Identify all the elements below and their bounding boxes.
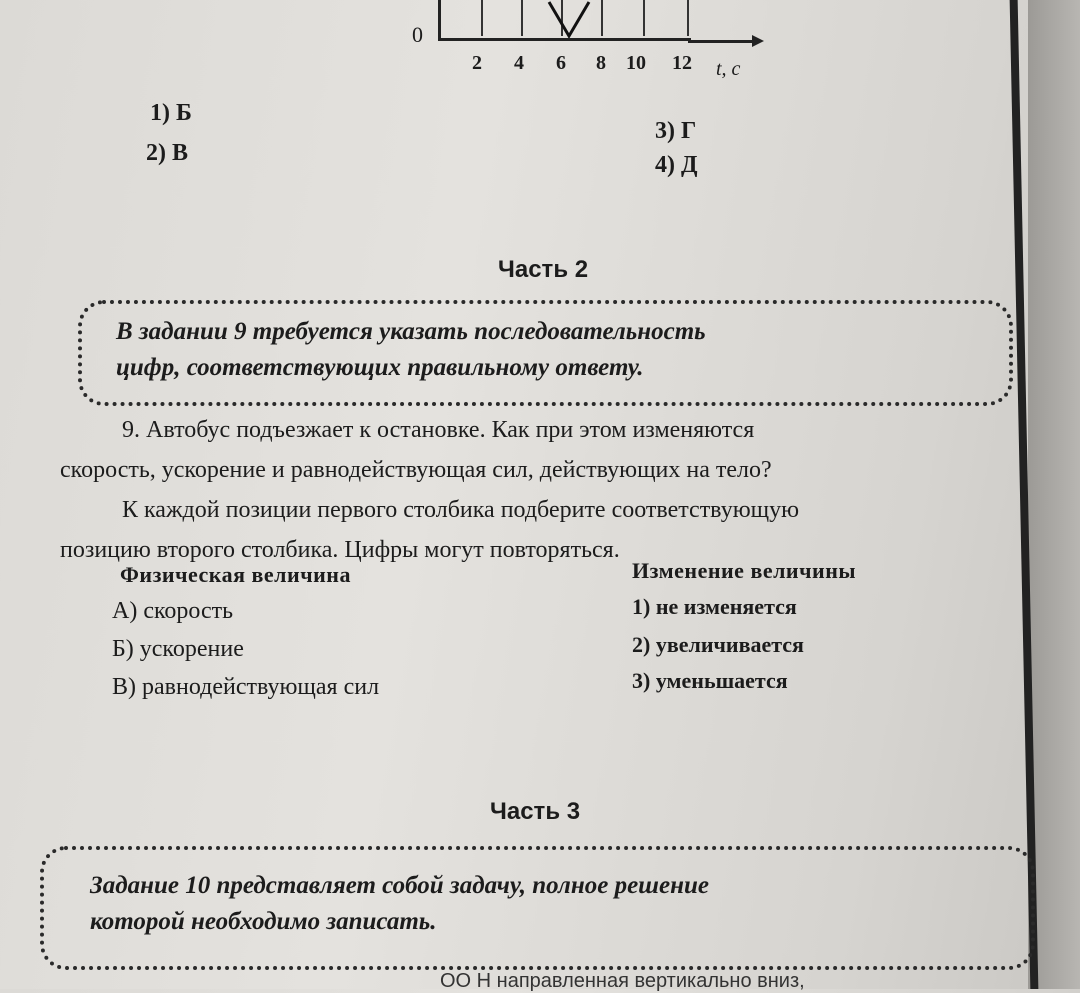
left-item-c: В) равнодействующая сил — [112, 674, 380, 700]
answer-option-2: 2) В — [146, 140, 188, 166]
task-9 — [60, 410, 1015, 570]
task9-line3: К каждой позиции первого столбика подберите соответствующую — [122, 497, 800, 523]
graph-grid — [438, 0, 691, 41]
tick-label: 10 — [626, 52, 646, 74]
time-axis-arrow — [688, 40, 758, 43]
task9-line1: 9. Автобус подъезжает к остановке. Как при этом изменяются — [122, 417, 755, 443]
left-column-header: Физическая величина — [120, 562, 351, 587]
answer-option-4: 4) Д — [655, 152, 698, 178]
right-item-3: 3) уменьшается — [632, 668, 788, 693]
part3-instruction-box — [40, 846, 1035, 970]
right-item-2: 2) увеличивается — [632, 632, 804, 657]
left-item-b: Б) ускорение — [112, 636, 244, 662]
part2-instruction-line1: В задании 9 требуется указать последовательность — [116, 318, 706, 345]
cut-off-text: ОО Н направленная вертикально вниз, — [440, 970, 805, 992]
time-axis-label: t, c — [716, 58, 741, 80]
tick-label: 6 — [556, 52, 566, 74]
part3-title: Часть 3 — [490, 798, 581, 825]
right-column-header: Изменение величины — [632, 558, 857, 583]
part3-instruction-line2: которой необходимо записать. — [90, 908, 437, 935]
graph-origin-label: 0 — [412, 22, 423, 47]
tick-label: 12 — [672, 52, 692, 74]
tick-label: 4 — [514, 52, 524, 74]
answer-option-1: 1) Б — [150, 100, 192, 126]
task9-line2: скорость, ускорение и равнодействующая сил, действующих на тело? — [60, 457, 772, 483]
part2-instruction-box — [78, 300, 1013, 406]
velocity-time-graph — [400, 0, 780, 90]
graph-line — [441, 0, 691, 38]
left-item-a: А) скорость — [112, 598, 234, 624]
part2-instruction-line2: цифр, соответствующих правильному ответу. — [116, 354, 644, 381]
task9-line4: позицию второго столбика. Цифры могут повторяться. — [60, 537, 620, 563]
next-page-margin — [1028, 0, 1080, 989]
tick-label: 2 — [472, 52, 482, 74]
answer-option-3: 3) Г — [655, 118, 697, 144]
right-item-1: 1) не изменяется — [632, 594, 797, 619]
tick-label: 8 — [596, 52, 606, 74]
part2-title: Часть 2 — [498, 256, 589, 283]
part3-instruction-line1: Задание 10 представляет собой задачу, полное решение — [90, 872, 709, 899]
